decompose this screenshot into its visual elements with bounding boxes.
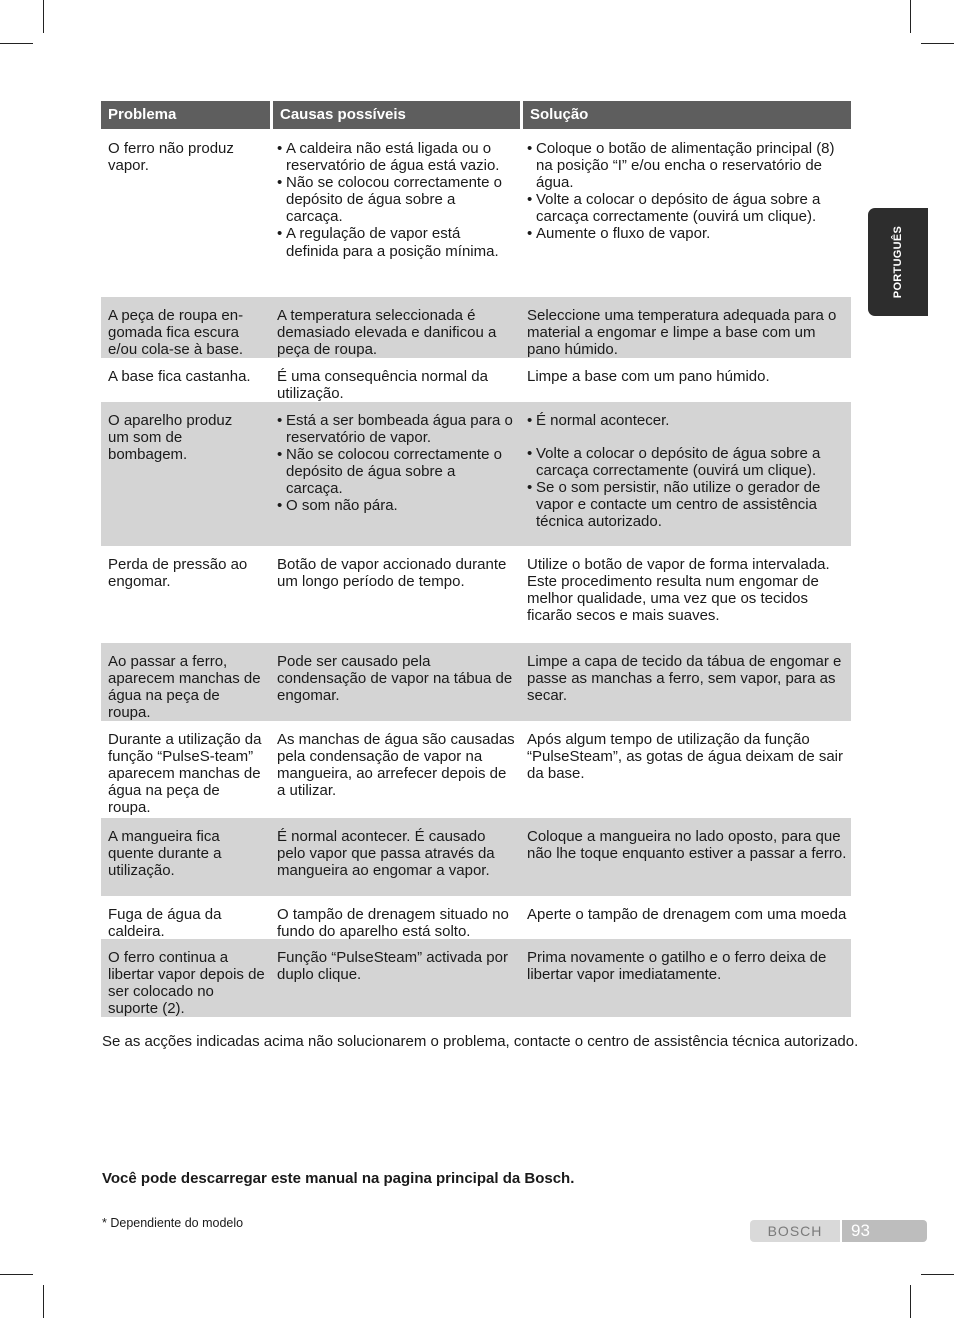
crop-mark [0, 1274, 33, 1275]
header-solution: Solução [520, 101, 851, 129]
solution-item: • Se o som persistir, não utilize o gerador de vapor e contacte um centro de assistência técnica autorizado. [527, 479, 847, 530]
problem-cell: A peça de roupa en-gomada fica escura e/ou cola-se à base. [108, 307, 244, 359]
page-number: 93 [842, 1220, 927, 1242]
causes-cell: É uma consequência normal da utilização. [277, 368, 488, 403]
causes-cell [270, 412, 520, 546]
solution-cell: Aperte o tampão de drenagem com uma moeda [527, 906, 847, 923]
causes-cell: É normal acontecer. É causado pelo vapor que passa através da mangueira ao engomar a vapor. [277, 828, 495, 880]
cause-item: • Está a ser bombeada água para o reservatório de vapor. [277, 412, 516, 446]
problem-cell: O ferro não produz vapor. [108, 140, 234, 175]
solution-cell: Seleccione uma temperatura adequada para o material a engomar e limpe a base com um pano húmido. [527, 307, 837, 359]
problem-cell: O ferro continua a libertar vapor depois de ser colocado no suporte (2). [108, 949, 265, 1018]
causes-cell: As manchas de água são causadas pela condensação de vapor na mangueira, ao arrefecer depois de a utilizar. [277, 731, 515, 800]
cause-item: • Não se colocou correctamente o depósito de água sobre a carcaça. [277, 446, 516, 497]
cause-item: • A caldeira não está ligada ou o reservatório de água está vazio. [277, 140, 516, 174]
solution-item: • Coloque o botão de alimentação principal (8) na posição “I” e/ou encha o reservatório de água. [527, 140, 847, 191]
solution-item: • É normal acontecer. [527, 412, 847, 429]
causes-cell: Pode ser causado pela condensação de vapor na tábua de engomar. [277, 653, 513, 705]
cause-item: • O som não pára. [277, 497, 516, 514]
solution-cell: Limpe a base com um pano húmido. [527, 368, 770, 385]
troubleshooting-table [101, 101, 851, 1017]
table-header [101, 101, 851, 129]
problem-cell [101, 412, 270, 546]
header-causes: Causas possíveis [270, 101, 520, 129]
solution-cell [520, 412, 851, 546]
language-tab-label: PORTUGUÊS [892, 225, 904, 299]
cause-item: • A regulação de vapor está definida para a posição mínima. [277, 225, 516, 259]
table-row [101, 358, 851, 402]
problem-cell: Ao passar a ferro, aparecem manchas de água na peça de roupa. [108, 653, 261, 722]
solution-cell [520, 140, 851, 297]
causes-cell: O tampão de drenagem situado no fundo do aparelho está solto. [277, 906, 509, 941]
solution-cell: Limpe a capa de tecido da tábua de engomar e passe as manchas a ferro, sem vapor, para as secar. [527, 653, 842, 705]
solution-item: • Volte a colocar o depósito de água sobre a carcaça correctamente (ouvirá um clique). [527, 191, 847, 225]
solution-cell: Prima novamente o gatilho e o ferro deixa de libertar vapor imediatamente. [527, 949, 827, 984]
solution-cell: Após algum tempo de utilização da função “PulseSteam”, as gotas de água deixam de sair da base. [527, 731, 844, 783]
problem-cell: Perda de pressão ao engomar. [108, 556, 248, 591]
crop-mark [921, 43, 954, 44]
problem-text: O aparelho produz um som de bombagem. [108, 412, 233, 464]
crop-mark [910, 0, 911, 33]
problem-cell: A base fica castanha. [108, 368, 251, 385]
table-row [101, 721, 851, 818]
table-row [101, 129, 851, 297]
causes-cell: Função “PulseSteam” activada por duplo clique. [277, 949, 508, 984]
solution-item: • Volte a colocar o depósito de água sobre a carcaça correctamente (ouvirá um clique). [527, 445, 847, 479]
download-note: Você pode descarregar este manual na pagina principal da Bosch. [102, 1170, 575, 1187]
problem-cell: Fuga de água da caldeira. [108, 906, 222, 941]
table-row [101, 546, 851, 643]
table-row [101, 896, 851, 939]
crop-mark [43, 1285, 44, 1318]
causes-cell [270, 140, 520, 297]
crop-mark [0, 43, 33, 44]
table-row [101, 402, 851, 546]
table-row [101, 643, 851, 721]
problem-cell: A mangueira fica quente durante a utilização. [108, 828, 222, 880]
table-row [101, 818, 851, 896]
footnote: * Dependiente do modelo [102, 1216, 244, 1230]
solution-cell: Utilize o botão de vapor de forma intervalada. Este procedimento resulta num engomar de melhor qualidade, uma vez que os tecidos ficarão secos e mais suaves. [527, 556, 830, 625]
solution-cell: Coloque a mangueira no lado oposto, para que não lhe toque enquanto estiver a passar a ferro. [527, 828, 847, 863]
problem-cell: Durante a utilização da função “PulseS-team” aparecem manchas de água na peça de roupa. [108, 731, 262, 817]
table-row [101, 939, 851, 1017]
solution-item: • Aumente o fluxo de vapor. [527, 225, 847, 242]
table-row [101, 297, 851, 358]
crop-mark [910, 1285, 911, 1318]
causes-cell: A temperatura seleccionada é demasiado elevada e danificou a peça de roupa. [277, 307, 497, 359]
language-tab [868, 208, 928, 316]
cause-item: • Não se colocou correctamente o depósito de água sobre a carcaça. [277, 174, 516, 225]
crop-mark [921, 1274, 954, 1275]
contact-note: Se as acções indicadas acima não solucionarem o problema, contacte o centro de assistência técnica autorizado. [102, 1033, 859, 1050]
crop-mark [43, 0, 44, 33]
brand-label: BOSCH [750, 1220, 840, 1242]
causes-cell: Botão de vapor accionado durante um longo período de tempo. [277, 556, 507, 591]
header-problem: Problema [101, 101, 270, 129]
